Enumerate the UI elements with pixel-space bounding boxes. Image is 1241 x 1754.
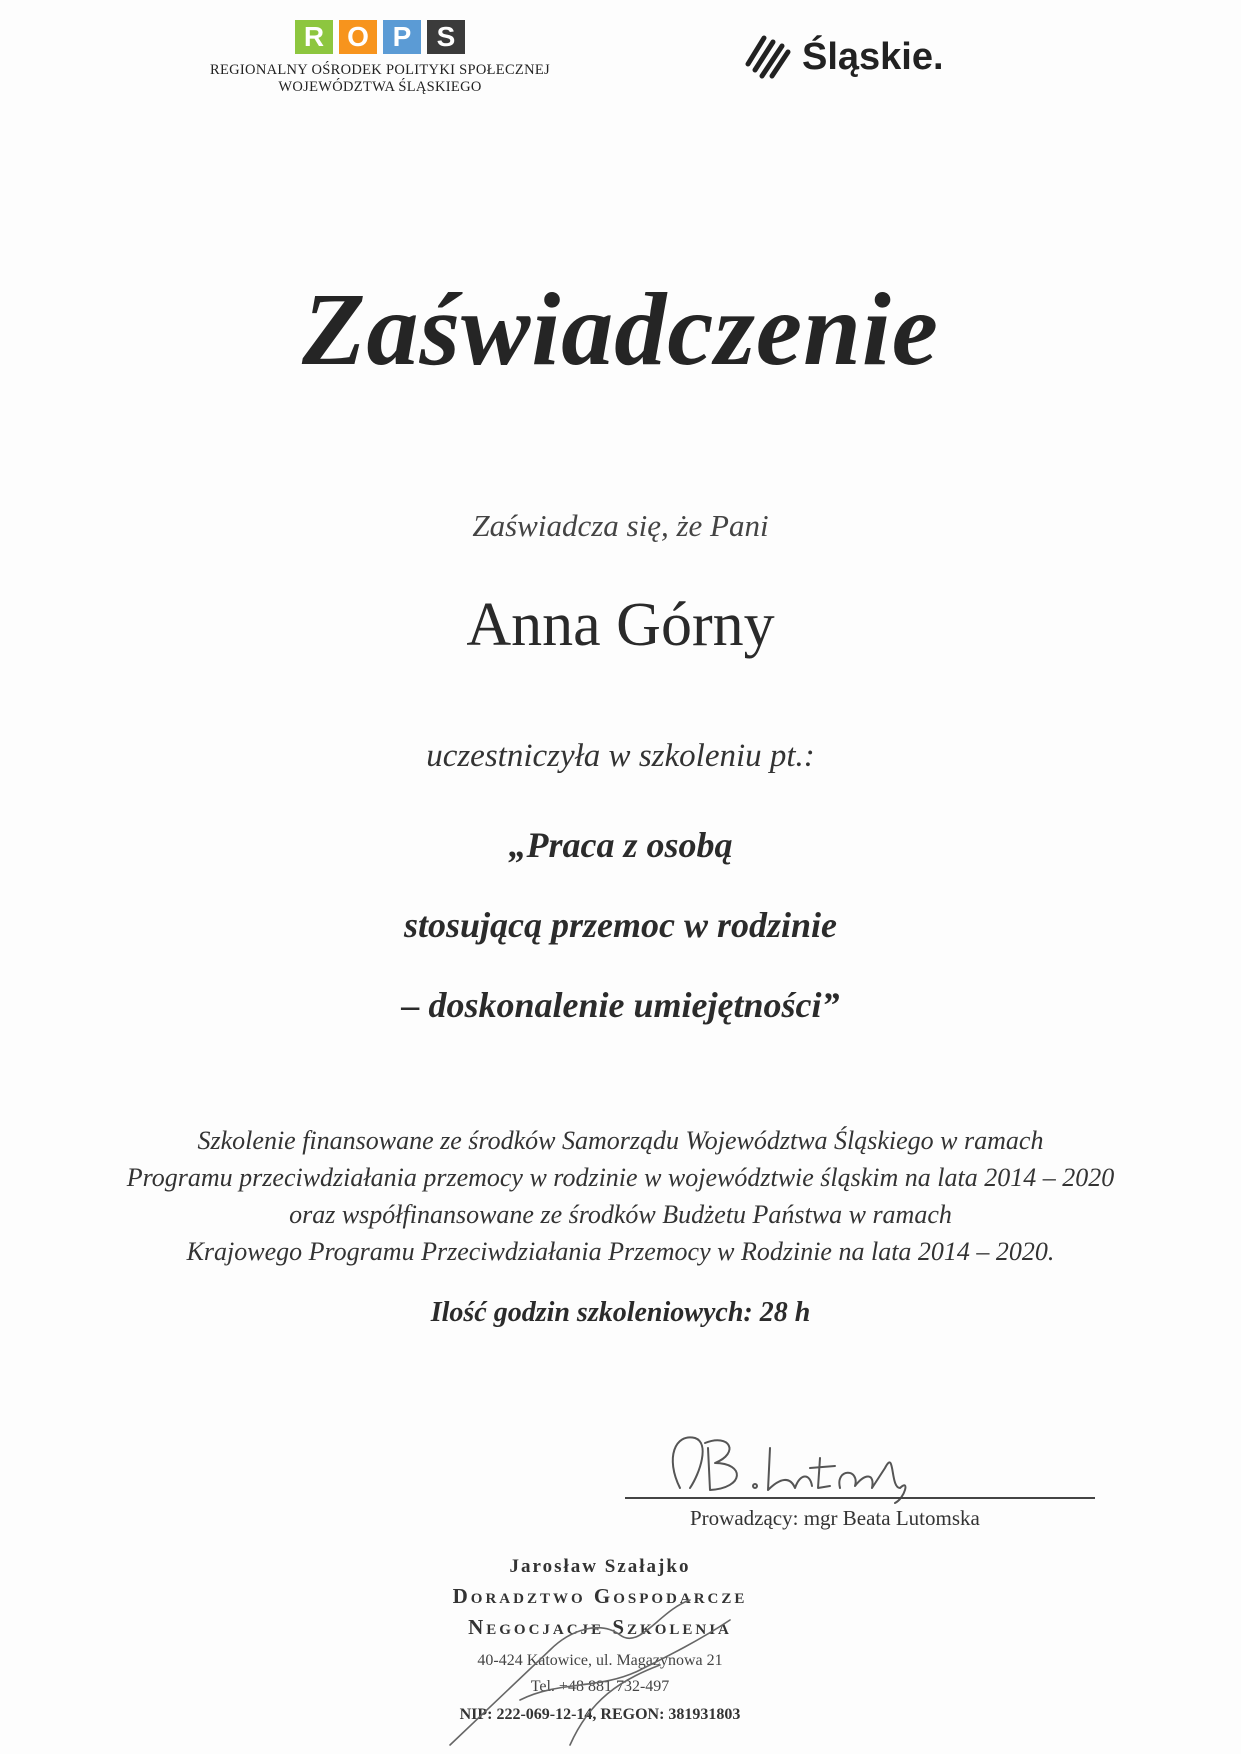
trainer-label: Prowadzący: mgr Beata Lutomska: [690, 1506, 980, 1530]
rops-letter-o: O: [339, 20, 377, 54]
rops-letter-s: S: [427, 20, 465, 54]
rops-logo: [190, 20, 570, 96]
stamp-address: 40-424 Katowice, ul. Magazynowa 21: [477, 1652, 723, 1669]
stamp-tax-ids: NIP: 222-069-12-14, REGON: 381931803: [459, 1706, 741, 1723]
funding-note: [0, 1122, 1241, 1270]
stamp-company-line2: Negocjacje Szkolenia: [468, 1615, 732, 1639]
rops-letter-p: P: [383, 20, 421, 54]
slaskie-logo: [742, 34, 944, 80]
course-title: [0, 805, 1241, 1045]
funding-line1: Szkolenie finansowane ze środków Samorządu Województwa Śląskiego w ramach: [197, 1126, 1044, 1155]
slaskie-logo-text: Śląskie.: [802, 35, 944, 78]
stamp-phone: Tel. +48 881 732-497: [530, 1678, 670, 1695]
rops-letter-r: R: [295, 20, 333, 54]
certificate-intro: Zaświadcza się, że Pani: [472, 508, 769, 543]
stamp-company-line1: Doradztwo Gospodarcze: [452, 1584, 748, 1608]
rops-letters: [190, 20, 570, 54]
stamp-signature: [430, 1580, 790, 1750]
certificate-title: Zaświadczenie: [302, 272, 939, 387]
rops-name-line1: REGIONALNY OŚRODEK POLITYKI SPOŁECZNEJ: [210, 62, 550, 78]
trainer-signature: [660, 1418, 920, 1508]
course-title-line3: – doskonalenie umiejętności”: [401, 985, 840, 1025]
signature-line: [625, 1497, 1095, 1499]
course-title-line1: „Praca z osobą: [508, 825, 733, 865]
stripes-icon: [742, 34, 792, 80]
recipient-name: Anna Górny: [466, 591, 775, 659]
funding-line2: Programu przeciwdziałania przemocy w rodzinie w województwie śląskim na lata 2014 – 2020: [126, 1163, 1115, 1192]
participation-text: uczestniczyła w szkoleniu pt.:: [426, 738, 815, 774]
course-title-line2: stosującą przemoc w rodzinie: [403, 905, 838, 945]
stamp-owner-name: Jarosław Szałajko: [509, 1556, 691, 1577]
funding-line3: oraz współfinansowane ze środków Budżetu Państwa w ramach: [289, 1200, 952, 1229]
rops-name-line2: WOJEWÓDZTWA ŚLĄSKIEGO: [278, 79, 482, 95]
funding-line4: Krajowego Programu Przeciwdziałania Przemocy w Rodzinie na lata 2014 – 2020.: [186, 1237, 1055, 1266]
training-hours: Ilość godzin szkoleniowych: 28 h: [430, 1297, 811, 1328]
